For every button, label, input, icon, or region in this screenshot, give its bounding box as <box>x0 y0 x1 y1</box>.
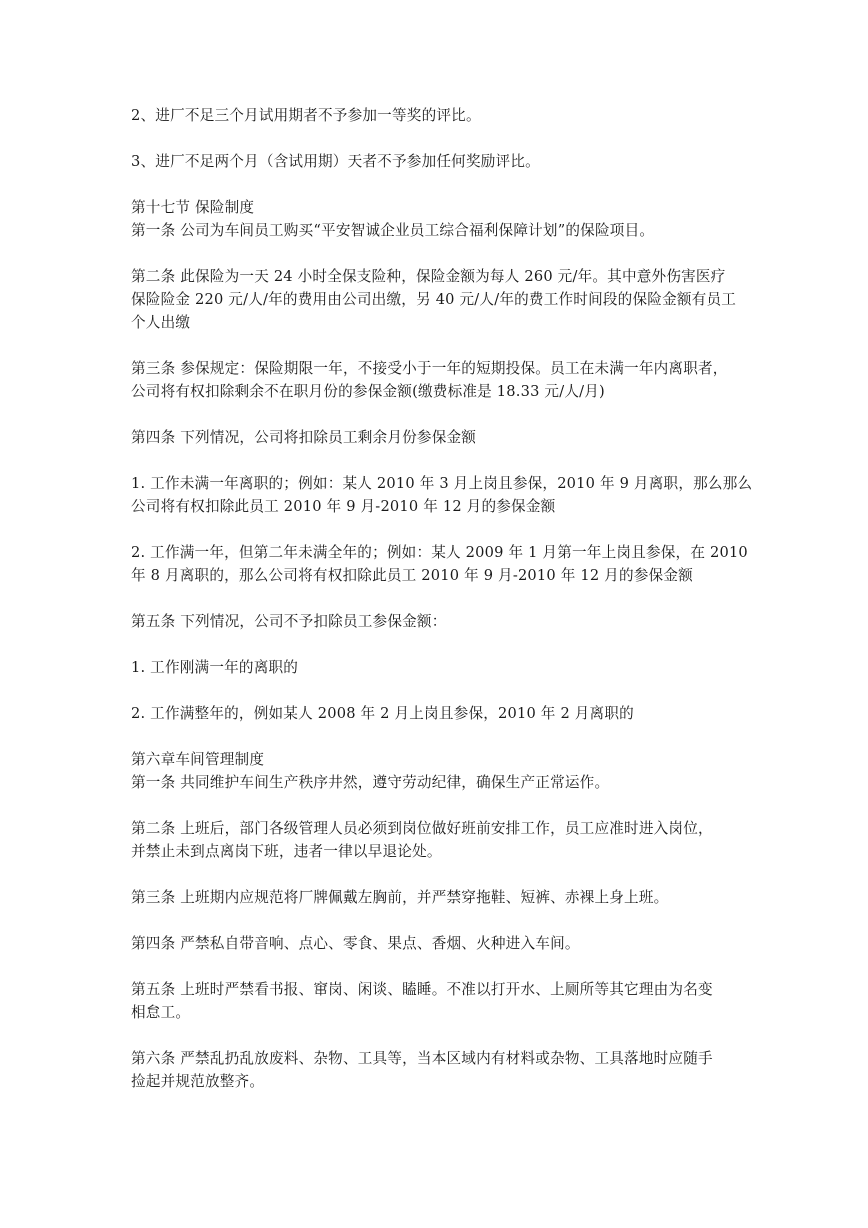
paragraph <box>131 748 743 771</box>
text-line: 第四条 严禁私自带音响、点心、零食、果点、香烟、火种进入车间。 <box>131 935 580 952</box>
paragraph <box>131 656 743 679</box>
text-line: 1. 工作刚满一年的离职的 <box>131 659 299 676</box>
paragraph <box>131 426 743 449</box>
text-line: 2. 工作满一年，但第二年未满全年的；例如：某人 2009 年 1 月第一年上岗且参保，在 2010 <box>131 544 748 561</box>
text-line: 第三条 参保规定：保险期限一年，不接受小于一年的短期投保。员工在未满一年内离职者， <box>131 360 728 377</box>
text-line: 公司将有权扣除剩余不在职月份的参保金额(缴费标准是 18.33 元/人/月) <box>131 383 605 400</box>
text-line: 第一条 共同维护车间生产秩序井然，遵守劳动纪律，确保生产正常运作。 <box>131 774 610 791</box>
text-line: 第二条 此保险为一天 24 小时全保支险种，保险金额为每人 260 元/年。其中意外伤害医疗 <box>131 268 726 285</box>
text-line: 3、进厂不足两个月（含试用期）天者不予参加任何奖励评比。 <box>131 153 540 170</box>
text-line: 第五条 上班时严禁看书报、窜岗、闲谈、瞌睡。不准以打开水、上厕所等其它理由为名变 <box>131 981 713 998</box>
paragraph <box>131 265 743 334</box>
paragraph <box>131 978 743 1024</box>
paragraph <box>131 104 743 127</box>
text-line: 个人出缴 <box>131 314 191 331</box>
text-line: 相怠工。 <box>131 1004 191 1021</box>
text-line: 并禁止未到点离岗下班，违者一律以早退论处。 <box>131 843 442 860</box>
paragraph <box>131 1047 743 1093</box>
paragraph <box>131 610 743 633</box>
text-line: 第四条 下列情况，公司将扣除员工剩余月份参保金额 <box>131 429 477 446</box>
paragraph <box>131 932 743 955</box>
text-line: 第二条 上班后，部门各级管理人员必须到岗位做好班前安排工作，员工应准时进入岗位， <box>131 820 713 837</box>
paragraph <box>131 702 743 725</box>
text-line: 公司将有权扣除此员工 2010 年 9 月-2010 年 12 月的参保金额 <box>131 498 556 515</box>
paragraph <box>131 771 743 794</box>
paragraph <box>131 541 748 587</box>
text-line: 第十七节 保险制度 <box>131 199 255 216</box>
text-line: 2. 工作满整年的，例如某人 2008 年 2 月上岗且参保，2010 年 2 月离职的 <box>131 705 634 722</box>
paragraph <box>131 472 753 518</box>
document-body <box>131 104 753 1116</box>
paragraph <box>131 150 743 173</box>
text-line: 1. 工作未满一年离职的；例如：某人 2010 年 3 月上岗且参保，2010 年 9 月离职，那么那么 <box>131 475 753 492</box>
text-line: 第六条 严禁乱扔乱放废料、杂物、工具等，当本区域内有材料或杂物、工具落地时应随手 <box>131 1050 713 1067</box>
text-line: 年 8 月离职的，那么公司将有权扣除此员工 2010 年 9 月-2010 年 12 月的参保金额 <box>131 567 693 584</box>
paragraph <box>131 817 743 863</box>
text-line: 第六章车间管理制度 <box>131 751 265 768</box>
text-line: 第三条 上班期内应规范将厂牌佩戴左胸前，并严禁穿拖鞋、短裤、赤裸上身上班。 <box>131 889 669 906</box>
paragraph <box>131 357 743 403</box>
text-line: 第五条 下列情况，公司不予扣除员工参保金额： <box>131 613 447 630</box>
paragraph <box>131 886 743 909</box>
paragraph <box>131 196 743 219</box>
text-line: 捡起并规范放整齐。 <box>131 1073 265 1090</box>
text-line: 第一条 公司为车间员工购买“平安智诚企业员工综合福利保障计划”的保险项目。 <box>131 222 655 239</box>
paragraph <box>131 219 743 242</box>
text-line: 保险险金 220 元/人/年的费用由公司出缴，另 40 元/人/年的费工作时间段的保险金额有员工 <box>131 291 737 308</box>
text-line: 2、进厂不足三个月试用期者不予参加一等奖的评比。 <box>131 107 481 124</box>
